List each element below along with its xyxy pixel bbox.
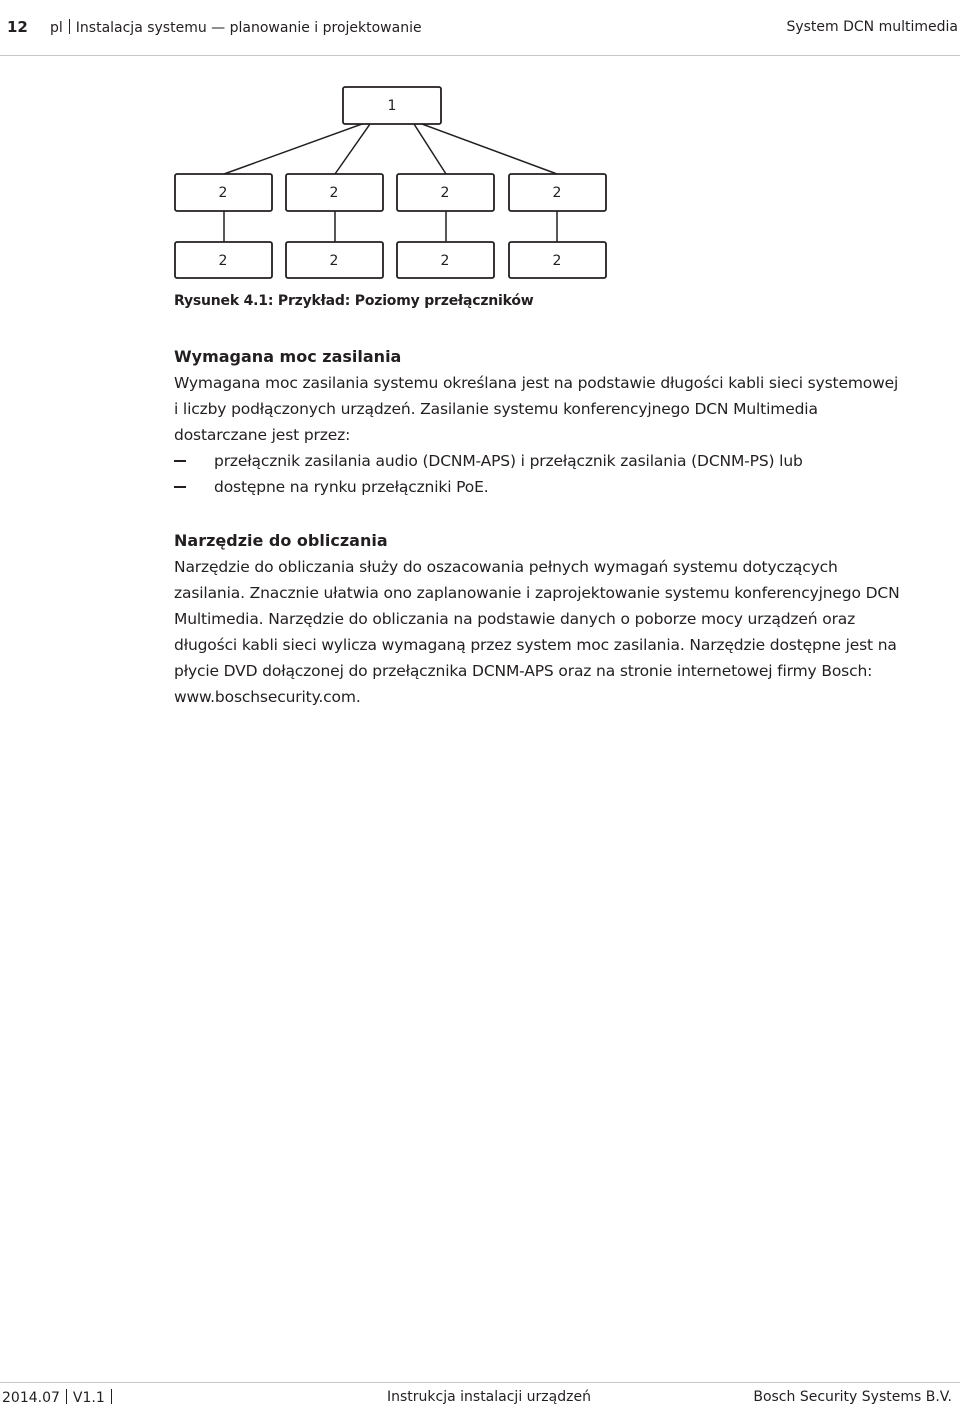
power-paragraph-line: dostarczane jest przez: xyxy=(174,426,351,444)
footer-version-info xyxy=(2,1389,118,1406)
diagram-connectors xyxy=(224,124,557,242)
footer-version: V1.1 xyxy=(72,1390,105,1406)
footer-company: Bosch Security Systems B.V. xyxy=(753,1389,952,1405)
page-footer xyxy=(0,1382,960,1405)
section-calculation-tool xyxy=(174,528,958,710)
level2-label-4: 2 xyxy=(552,185,562,201)
level3-label-4: 2 xyxy=(552,253,562,269)
header-chapter-title: Instalacja systemu — planowanie i projektowanie xyxy=(75,20,422,36)
page-number: 12 xyxy=(7,18,28,36)
calc-paragraph-line: zasilania. Znacznie ułatwia ono zaplanowanie i zaprojektowanie systemu konferencyjnego DCN xyxy=(174,584,900,602)
dash-bullet-icon xyxy=(174,486,186,488)
connector-root-1 xyxy=(224,124,362,174)
root-switch-label: 1 xyxy=(387,98,397,114)
calc-paragraph-line: długości kabli sieci wylicza wymaganą przez system moc zasilania. Narzędzie dostępne jest na xyxy=(174,636,897,654)
level3-label-3: 2 xyxy=(440,253,450,269)
footer-doc-title: Instrukcja instalacji urządzeń xyxy=(387,1389,591,1405)
figure-caption: Rysunek 4.1: Przykład: Poziomy przełączników xyxy=(174,293,534,309)
calc-paragraph-line: płycie DVD dołączonej do przełącznika DCNM-APS oraz na stronie internetowej firmy Bosch: xyxy=(174,662,873,680)
footer-separator xyxy=(66,1389,67,1404)
power-paragraph-line: Wymagana moc zasilania systemu określana jest na podstawie długości kabli sieci systemowej xyxy=(174,374,899,392)
calc-paragraph xyxy=(174,554,958,710)
calc-paragraph-line: Multimedia. Narzędzie do obliczania na podstawie danych o poborze mocy urządzeń oraz xyxy=(174,610,856,628)
power-paragraph-line: i liczby podłączonych urządzeń. Zasilanie systemu konferencyjnego DCN Multimedia xyxy=(174,400,818,418)
footer-date: 2014.07 xyxy=(2,1390,60,1406)
level2-label-3: 2 xyxy=(440,185,450,201)
power-source-list xyxy=(174,448,958,500)
list-item-text: przełącznik zasilania audio (DCNM-APS) i przełącznik zasilania (DCNM-PS) lub xyxy=(214,452,803,470)
list-item-text: dostępne na rynku przełączniki PoE. xyxy=(214,478,489,496)
section-heading-calc: Narzędzie do obliczania xyxy=(174,531,388,550)
level2-label-2: 2 xyxy=(329,185,339,201)
level3-label-2: 2 xyxy=(329,253,339,269)
switch-levels-diagram xyxy=(0,0,960,290)
list-item xyxy=(174,474,958,500)
level3-label-1: 2 xyxy=(218,253,228,269)
level2-label-1: 2 xyxy=(218,185,228,201)
power-paragraph xyxy=(174,370,958,448)
dash-bullet-icon xyxy=(174,460,186,462)
section-heading-power: Wymagana moc zasilania xyxy=(174,347,402,366)
header-product-name: System DCN multimedia xyxy=(786,19,958,35)
calc-paragraph-line: Narzędzie do obliczania służy do oszacowania pełnych wymagań systemu dotyczących xyxy=(174,558,838,576)
footer-separator xyxy=(111,1389,112,1404)
section-power-requirements xyxy=(174,344,958,500)
header-language: pl xyxy=(50,20,63,36)
calc-paragraph-line: www.boschsecurity.com. xyxy=(174,688,361,706)
list-item xyxy=(174,448,958,474)
connector-root-4 xyxy=(422,124,557,174)
